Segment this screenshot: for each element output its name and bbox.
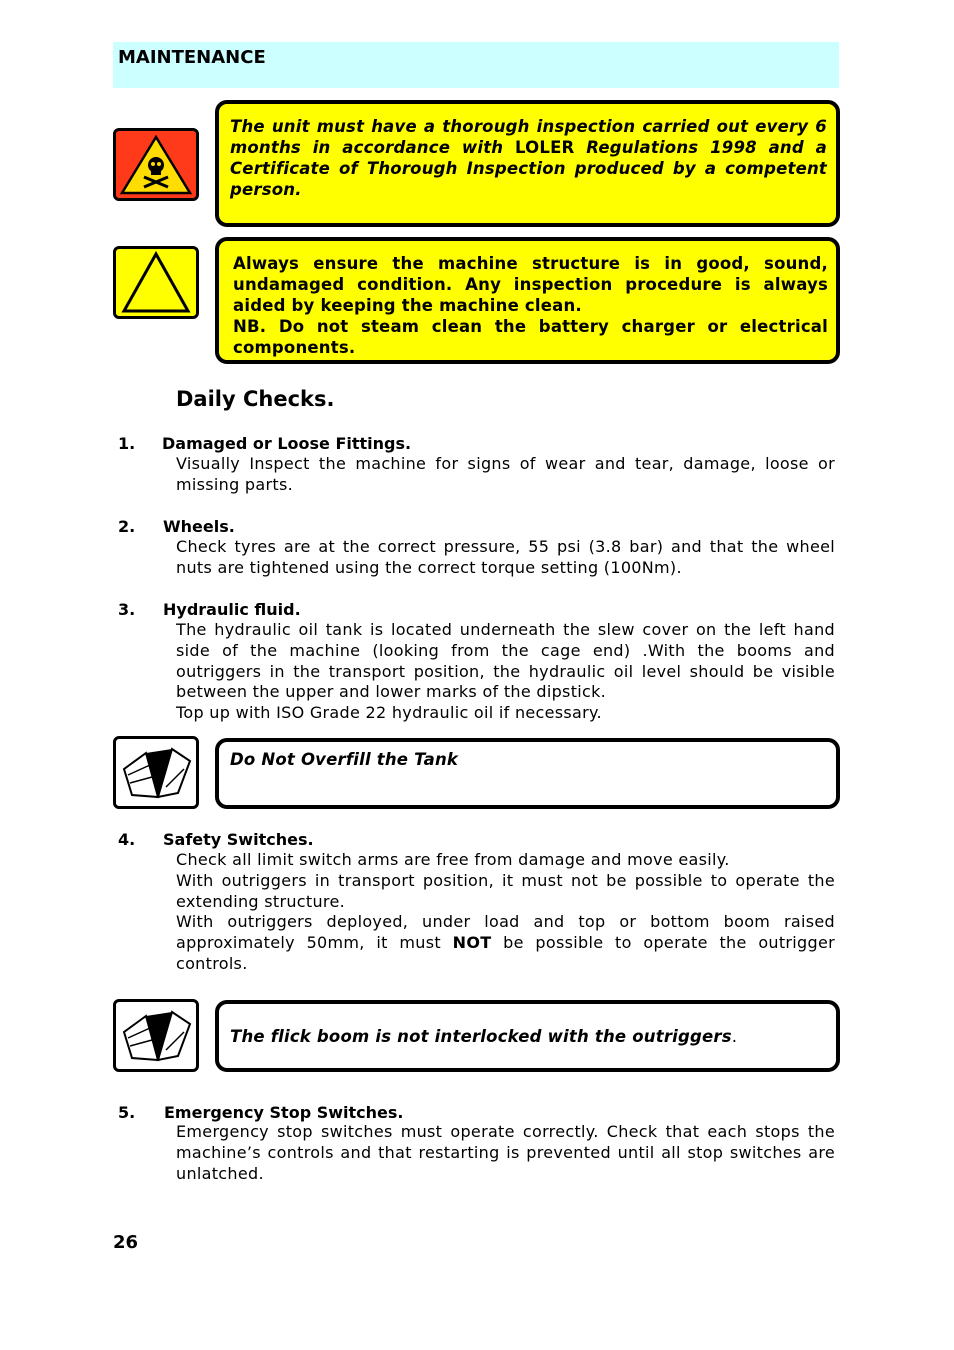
page-title: Daily Checks.	[176, 387, 335, 411]
warning-triangle-icon	[116, 249, 196, 316]
item-number: 2.	[118, 517, 136, 536]
danger-callout	[215, 100, 840, 227]
manual-icon-box	[113, 736, 199, 809]
item-title: Hydraulic fluid.	[163, 600, 301, 619]
item-title: Safety Switches.	[163, 830, 314, 849]
item-text: Emergency stop switches must operate correctly. Check that each stops the machine’s controls and that restarting is prevented until all stop switches are unlatched.	[176, 1122, 835, 1183]
note-callout	[215, 738, 840, 809]
warning-callout-text: Always ensure the machine structure is in good, sound, undamaged condition. Any inspection procedure is always aided by keeping the machine clean. NB. Do not steam clean the battery charger or electrical components.	[233, 254, 828, 357]
danger-callout-text: The unit must have a thorough inspection carried out every 6 months in accordance with LOLER Regulations 1998 and a Certificate of Thorough Inspection produced by a competent person.	[230, 117, 827, 199]
manual-icon-box	[113, 999, 199, 1072]
item-text: Check all limit switch arms are free from damage and move easily. With outriggers in transport position, it must not be possible to operate the extending structure. With outriggers deployed, under load and top or bottom boom raised approximately 50mm, it must NOT be possible to operate the outrigger controls.	[176, 850, 835, 973]
note-callout-text: The flick boom is not interlocked with the outriggers.	[230, 1027, 738, 1046]
item-number: 5.	[118, 1103, 136, 1122]
item-number: 1.	[118, 434, 136, 453]
item-number: 4.	[118, 830, 136, 849]
item-text: Check tyres are at the correct pressure, 55 psi (3.8 bar) and that the wheel nuts are tightened using the correct torque setting (100Nm).	[176, 537, 835, 577]
open-book-icon	[116, 739, 196, 806]
page-number: 26	[113, 1232, 139, 1253]
warning-callout	[215, 237, 840, 364]
skull-crossbones-icon	[116, 131, 196, 198]
warning-icon-box	[113, 246, 199, 319]
note-callout-text: Do Not Overfill the Tank	[230, 750, 459, 769]
item-number: 3.	[118, 600, 136, 619]
open-book-icon	[116, 1002, 196, 1069]
section-header-title: MAINTENANCE	[118, 47, 266, 68]
item-title: Damaged or Loose Fittings.	[162, 434, 412, 453]
item-title: Emergency Stop Switches.	[164, 1103, 404, 1122]
note-callout	[215, 1000, 840, 1072]
item-title: Wheels.	[163, 517, 235, 536]
item-text: The hydraulic oil tank is located underneath the slew cover on the left hand side of the machine (looking from the cage end) .With the booms and outriggers in the transport position, the hydraulic oil level should be visible between the upper and lower marks of the dipstick. Top up with ISO Grade 22 hydraulic oil if necessary.	[176, 620, 835, 723]
danger-icon-box	[113, 128, 199, 201]
item-text: Visually Inspect the machine for signs of wear and tear, damage, loose or missing parts.	[176, 454, 835, 494]
